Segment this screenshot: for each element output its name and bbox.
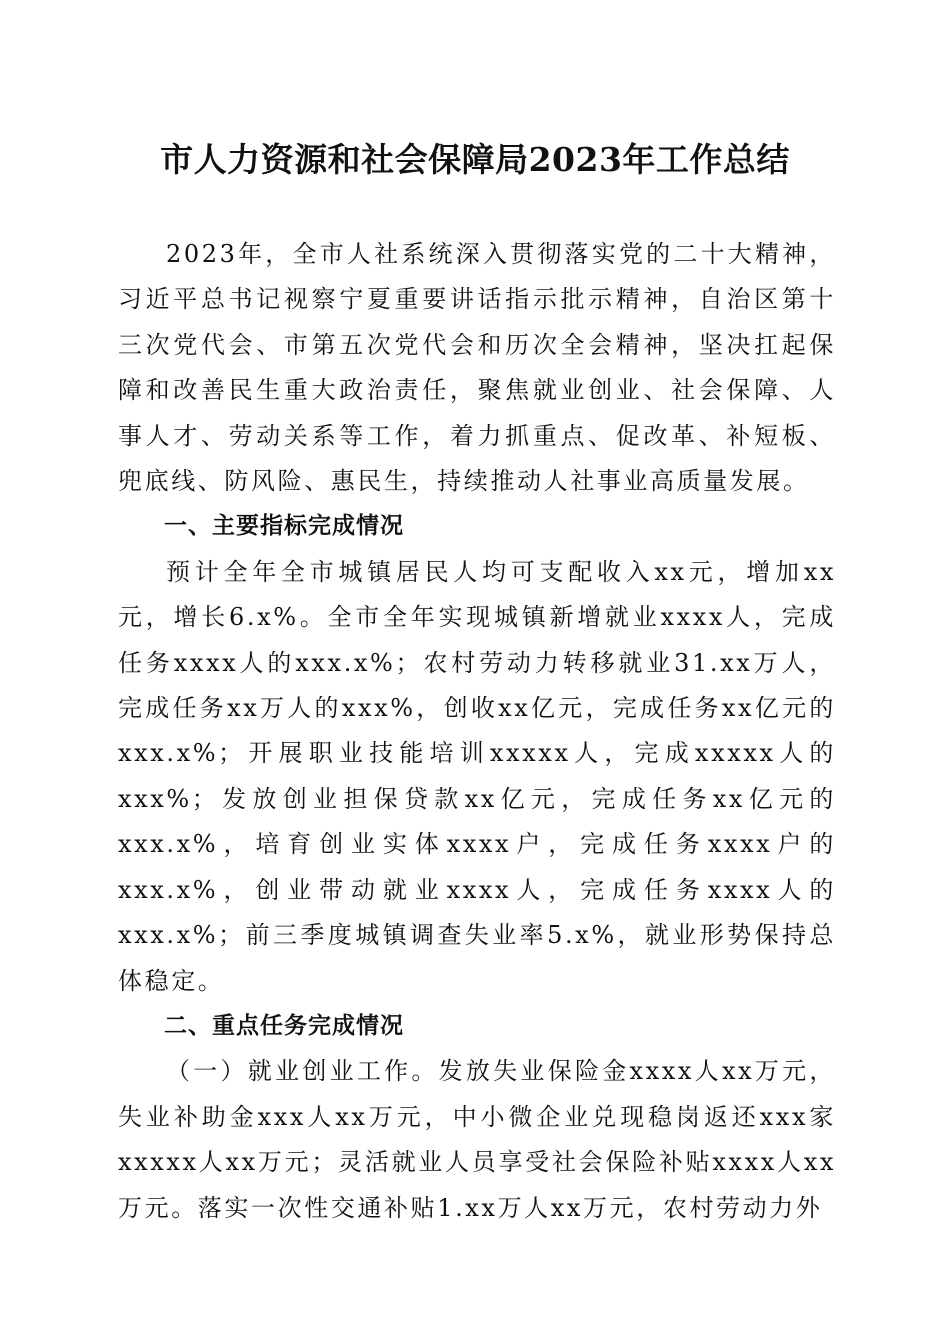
main-indicators-paragraph: 预计全年全市城镇居民人均可支配收入xx元，增加xx元，增长6.x%。全市全年实现城镇新增就业xxxx人，完成任务xxxx人的xxx.x%；农村劳动力转移就业31.xx万人，完成任务xx万人的xxx%，创收xx亿元，完成任务xx亿元的xxx.x%；开展职业技能培训xxxxx人，完成xxxxx人的xxx%；发放创业担保贷款xx亿元，完成任务xx亿元的xxx.x%，培育创业实体xxxx户，完成任务xxxx户的xxx.x%，创业带动就业xxxx人，完成任务xxxx人的xxx.x%；前三季度城镇调查失业率5.x%，就业形势保持总体稳定。 (118, 557, 836, 995)
employment-text: 发放失业保险金xxxx人xx万元，失业补助金xxx人xx万元，中小微企业兑现稳岗返还xxx家xxxxx人xx万元；灵活就业人员享受社会保险补贴xxxx人xx万元。落实一次性交通补贴1.xx万人xx万元，农村劳动力外 (118, 1057, 837, 1222)
employment-paragraph (118, 1049, 836, 1231)
intro-paragraph: 2023年，全市人社系统深入贯彻落实党的二十大精神，习近平总书记视察宁夏重要讲话指示批示精神，自治区第十三次党代会、市第五次党代会和历次全会精神，坚决扛起保障和改善民生重大政治责任，聚焦就业创业、社会保障、人事人才、劳动关系等工作，着力抓重点、促改革、补短板、兜底线、防风险、惠民生，持续推动人社事业高质量发展。 (118, 240, 836, 496)
document-body (118, 232, 836, 1231)
section-heading-main-indicators: 一、主要指标完成情况 (164, 513, 404, 540)
document-title: 市人力资源和社会保障局2023年工作总结 (160, 140, 790, 179)
section-heading-key-tasks: 二、重点任务完成情况 (164, 1012, 404, 1039)
employment-subheading: （一）就业创业工作。 (166, 1057, 439, 1086)
